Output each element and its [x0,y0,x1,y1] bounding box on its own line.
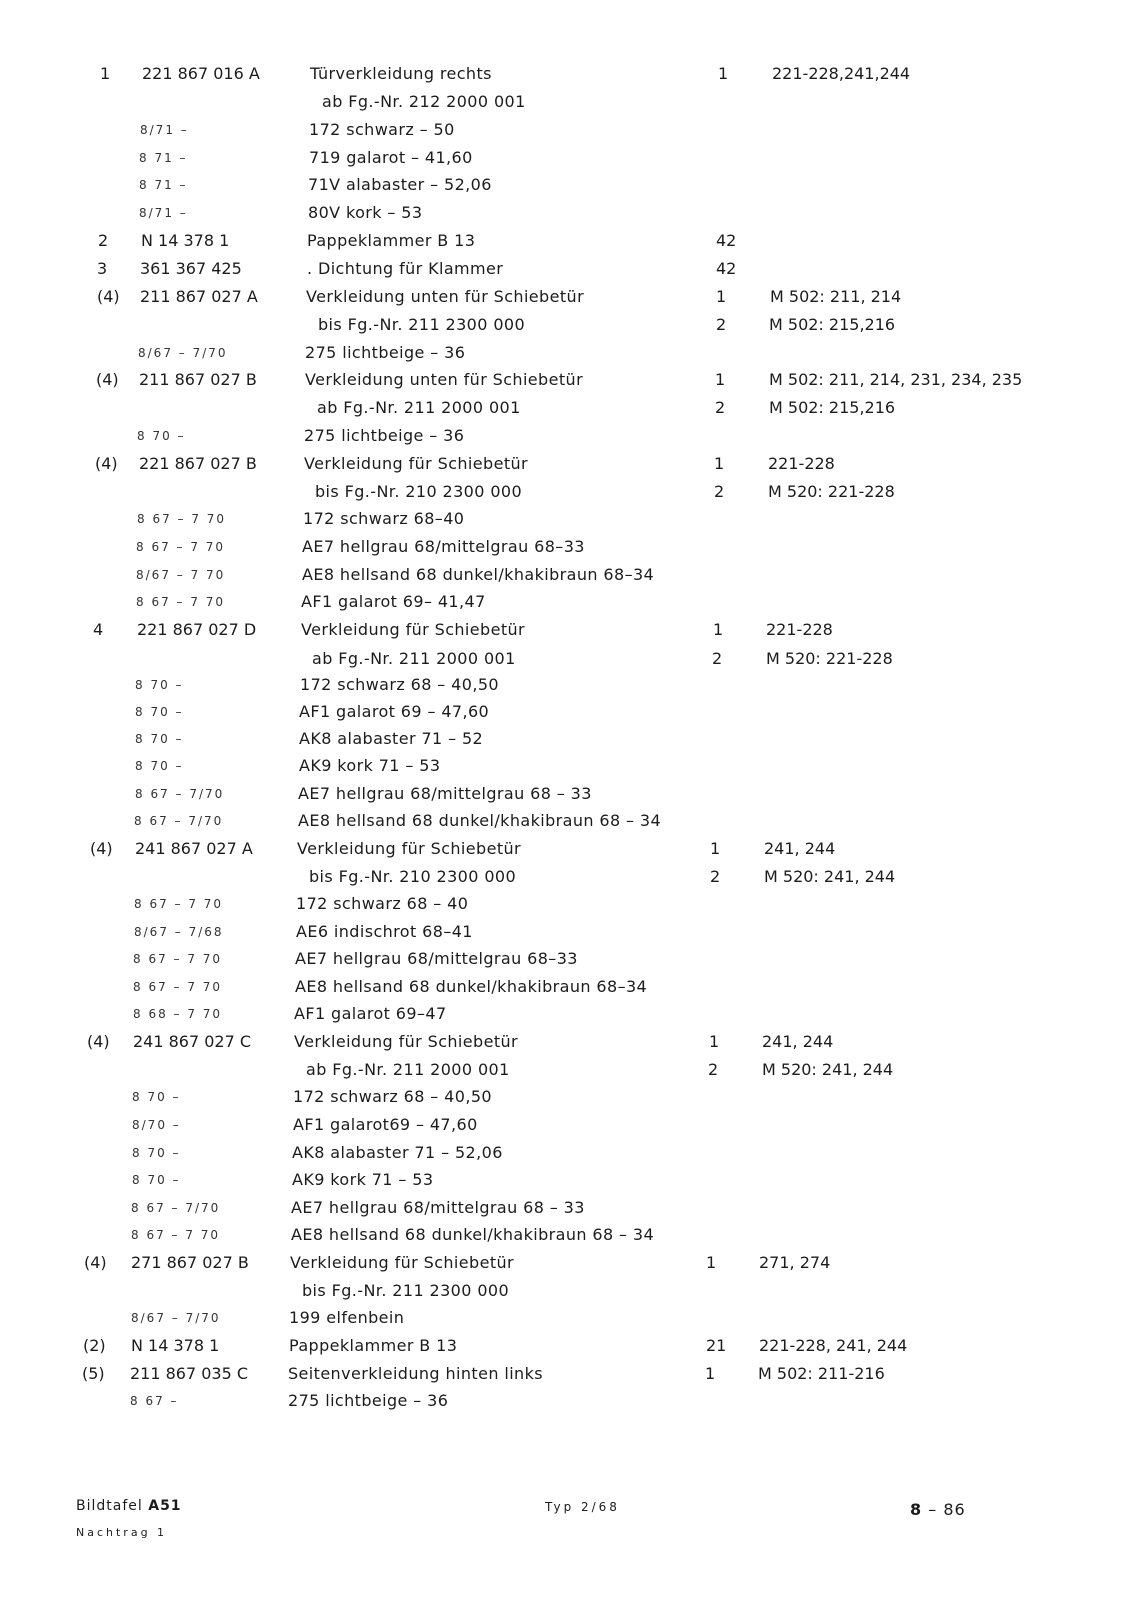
date-range: 8 67 – 7 70 [136,540,226,554]
page-section: 8 [910,1500,923,1519]
part-description: AE8 hellsand 68 dunkel/khakibraun 68–34 [295,977,648,996]
part-description: AK9 kork 71 – 53 [292,1170,434,1189]
model-remark: 221-228, 241, 244 [759,1336,908,1355]
date-range: 8 70 – [135,678,184,692]
part-description: 199 elfenbein [289,1308,405,1327]
table-row [0,1083,1132,1111]
quantity: 1 [709,1032,720,1051]
table-row [0,918,1132,946]
table-row [0,366,1132,394]
table-row [0,671,1132,699]
table-row [0,394,1132,422]
page-number [910,1500,966,1519]
table-row [0,945,1132,973]
model-remark: M 502: 211, 214, 231, 234, 235 [769,370,1023,389]
part-description: 172 schwarz – 50 [309,120,455,139]
plate-code: A51 [148,1498,182,1514]
model-remark: M 502: 211, 214 [770,287,902,306]
part-number: 221 867 027 B [139,454,257,473]
table-row [0,60,1132,88]
part-number: 221 867 027 D [137,620,257,639]
position-number: (5) [82,1364,105,1383]
table-row [0,780,1132,808]
date-range: 8 70 – [135,705,184,719]
supplement-note: Nachtrag 1 [76,1526,168,1539]
table-row [0,311,1132,339]
part-description: AF1 galarot 69– 41,47 [301,592,486,611]
part-number: 211 867 027 A [140,287,258,306]
part-description: Verkleidung für Schiebetür [304,454,529,473]
part-description: 172 schwarz 68 – 40,50 [293,1087,492,1106]
date-range: 8 70 – [137,429,186,443]
quantity: 1 [716,287,727,306]
table-row [0,227,1132,255]
part-description: AF1 galarot69 – 47,60 [293,1115,478,1134]
table-row [0,1056,1132,1084]
quantity: 2 [715,398,726,417]
position-number: (4) [95,454,118,473]
date-range: 8/71 – [140,123,189,137]
table-row [0,645,1132,673]
vehicle-type: Typ 2/68 [545,1500,620,1514]
model-remark: 221-228 [766,620,833,639]
table-row [0,1277,1132,1305]
date-range: 8 67 – 7/70 [131,1201,221,1215]
date-range: 8 67 – 7 70 [136,595,226,609]
quantity: 1 [718,64,729,83]
date-range: 8 70 – [135,732,184,746]
date-range: 8 70 – [132,1173,181,1187]
quantity: 21 [706,1336,727,1355]
table-row [0,422,1132,450]
part-description: Pappeklammer B 13 [289,1336,458,1355]
date-range: 8 71 – [139,151,188,165]
quantity: 1 [705,1364,716,1383]
table-row [0,505,1132,533]
position-number: (4) [84,1253,107,1272]
table-row [0,1249,1132,1277]
date-range: 8 67 – [130,1394,179,1408]
part-description: AE8 hellsand 68 dunkel/khakibraun 68 – 34 [291,1225,655,1244]
table-row [0,616,1132,644]
table-row [0,863,1132,891]
part-description: ab Fg.-Nr. 212 2000 001 [322,92,526,111]
table-row [0,1000,1132,1028]
part-description: bis Fg.-Nr. 211 2300 000 [302,1281,510,1300]
date-range: 8 68 – 7 70 [133,1007,223,1021]
part-description: AE7 hellgrau 68/mittelgrau 68 – 33 [291,1198,585,1217]
table-row [0,698,1132,726]
date-range: 8 70 – [132,1090,181,1104]
part-description: AE7 hellgrau 68/mittelgrau 68 – 33 [298,784,592,803]
part-description: ab Fg.-Nr. 211 2000 001 [317,398,521,417]
position-number: (2) [83,1336,106,1355]
part-description: bis Fg.-Nr. 211 2300 000 [318,315,526,334]
model-remark: M 520: 241, 244 [762,1060,894,1079]
part-description: 719 galarot – 41,60 [309,148,473,167]
table-row [0,1028,1132,1056]
part-description: Seitenverkleidung hinten links [288,1364,543,1383]
quantity: 2 [710,867,721,886]
plate-reference [76,1498,182,1514]
part-number: 241 867 027 C [133,1032,252,1051]
part-description: Türverkleidung rechts [310,64,492,83]
table-row [0,1387,1132,1415]
model-remark: M 502: 211-216 [758,1364,885,1383]
position-number: (4) [97,287,120,306]
table-row [0,1221,1132,1249]
table-row [0,807,1132,835]
page-index: – 86 [928,1500,966,1519]
table-row [0,588,1132,616]
date-range: 8 67 – 7/70 [134,814,224,828]
table-row [0,1332,1132,1360]
part-description: 172 schwarz 68–40 [303,509,465,528]
part-description: bis Fg.-Nr. 210 2300 000 [315,482,523,501]
table-row [0,835,1132,863]
model-remark: 241, 244 [764,839,836,858]
quantity: 2 [716,315,727,334]
part-number: 271 867 027 B [131,1253,249,1272]
part-description: 172 schwarz 68 – 40 [296,894,469,913]
part-description: Verkleidung für Schiebetür [301,620,526,639]
date-range: 8 70 – [132,1146,181,1160]
quantity: 2 [714,482,725,501]
part-description: 71V alabaster – 52,06 [308,175,492,194]
part-number: 211 867 027 B [139,370,257,389]
quantity: 2 [712,649,723,668]
date-range: 8 67 – 7 70 [137,512,227,526]
model-remark: M 520: 241, 244 [764,867,896,886]
table-row [0,1111,1132,1139]
part-description: 80V kork – 53 [308,203,423,222]
table-row [0,144,1132,172]
plate-label: Bildtafel [76,1498,143,1514]
position-number: 2 [98,231,109,250]
quantity: 1 [714,454,725,473]
position-number: 3 [97,259,108,278]
table-row [0,88,1132,116]
part-description: AF1 galarot 69–47 [294,1004,447,1023]
table-row [0,171,1132,199]
table-row [0,752,1132,780]
quantity: 1 [713,620,724,639]
part-number: 211 867 035 C [130,1364,249,1383]
model-remark: M 502: 215,216 [769,315,896,334]
date-range: 8/67 – 7/70 [131,1311,221,1325]
table-row [0,255,1132,283]
table-row [0,973,1132,1001]
part-description: Verkleidung für Schiebetür [297,839,522,858]
part-description: 275 lichtbeige – 36 [305,343,466,362]
table-row [0,725,1132,753]
model-remark: M 520: 221-228 [766,649,893,668]
date-range: 8/67 – 7/70 [138,346,228,360]
table-row [0,1139,1132,1167]
part-number: 221 867 016 A [142,64,260,83]
part-description: AK8 alabaster 71 – 52 [299,729,484,748]
table-row [0,283,1132,311]
quantity: 1 [715,370,726,389]
table-row [0,199,1132,227]
part-description: Verkleidung für Schiebetür [290,1253,515,1272]
position-number: (4) [90,839,113,858]
date-range: 8/67 – 7/68 [134,925,224,939]
position-number: (4) [96,370,119,389]
model-remark: M 520: 221-228 [768,482,895,501]
part-description: AE6 indischrot 68–41 [296,922,473,941]
part-description: AE8 hellsand 68 dunkel/khakibraun 68 – 34 [298,811,662,830]
date-range: 8/67 – 7 70 [136,568,226,582]
part-description: AE7 hellgrau 68/mittelgrau 68–33 [302,537,585,556]
quantity: 1 [706,1253,717,1272]
table-row [0,450,1132,478]
table-row [0,339,1132,367]
model-remark: 221-228,241,244 [772,64,911,83]
date-range: 8 67 – 7 70 [131,1228,221,1242]
table-row [0,890,1132,918]
quantity: 1 [710,839,721,858]
table-row [0,533,1132,561]
part-description: AK8 alabaster 71 – 52,06 [292,1143,503,1162]
date-range: 8/70 – [132,1118,181,1132]
part-description: Verkleidung unten für Schiebetür [305,370,584,389]
date-range: 8/71 – [139,206,188,220]
position-number: 1 [100,64,111,83]
table-row [0,1304,1132,1332]
part-number: N 14 378 1 [131,1336,220,1355]
date-range: 8 67 – 7 70 [133,952,223,966]
date-range: 8 70 – [135,759,184,773]
part-description: AK9 kork 71 – 53 [299,756,441,775]
model-remark: 221-228 [768,454,835,473]
part-description: Pappeklammer B 13 [307,231,476,250]
part-number: 361 367 425 [140,259,242,278]
part-description: 275 lichtbeige – 36 [288,1391,449,1410]
position-number: (4) [87,1032,110,1051]
part-description: 275 lichtbeige – 36 [304,426,465,445]
table-row [0,478,1132,506]
part-description: ab Fg.-Nr. 211 2000 001 [306,1060,510,1079]
part-description: AF1 galarot 69 – 47,60 [299,702,490,721]
part-description: bis Fg.-Nr. 210 2300 000 [309,867,517,886]
date-range: 8 67 – 7/70 [135,787,225,801]
part-description: AE8 hellsand 68 dunkel/khakibraun 68–34 [302,565,655,584]
part-description: ab Fg.-Nr. 211 2000 001 [312,649,516,668]
date-range: 8 71 – [139,178,188,192]
part-number: 241 867 027 A [135,839,253,858]
model-remark: M 502: 215,216 [769,398,896,417]
quantity: 2 [708,1060,719,1079]
date-range: 8 67 – 7 70 [134,897,224,911]
part-description: Verkleidung für Schiebetür [294,1032,519,1051]
table-row [0,561,1132,589]
table-row [0,1194,1132,1222]
part-description: . Dichtung für Klammer [307,259,504,278]
table-row [0,1166,1132,1194]
model-remark: 271, 274 [759,1253,831,1272]
part-description: AE7 hellgrau 68/mittelgrau 68–33 [295,949,578,968]
table-row [0,1360,1132,1388]
quantity: 42 [716,259,737,278]
part-description: Verkleidung unten für Schiebetür [306,287,585,306]
part-number: N 14 378 1 [141,231,230,250]
position-number: 4 [93,620,104,639]
part-description: 172 schwarz 68 – 40,50 [300,675,499,694]
quantity: 42 [716,231,737,250]
model-remark: 241, 244 [762,1032,834,1051]
table-row [0,116,1132,144]
date-range: 8 67 – 7 70 [133,980,223,994]
